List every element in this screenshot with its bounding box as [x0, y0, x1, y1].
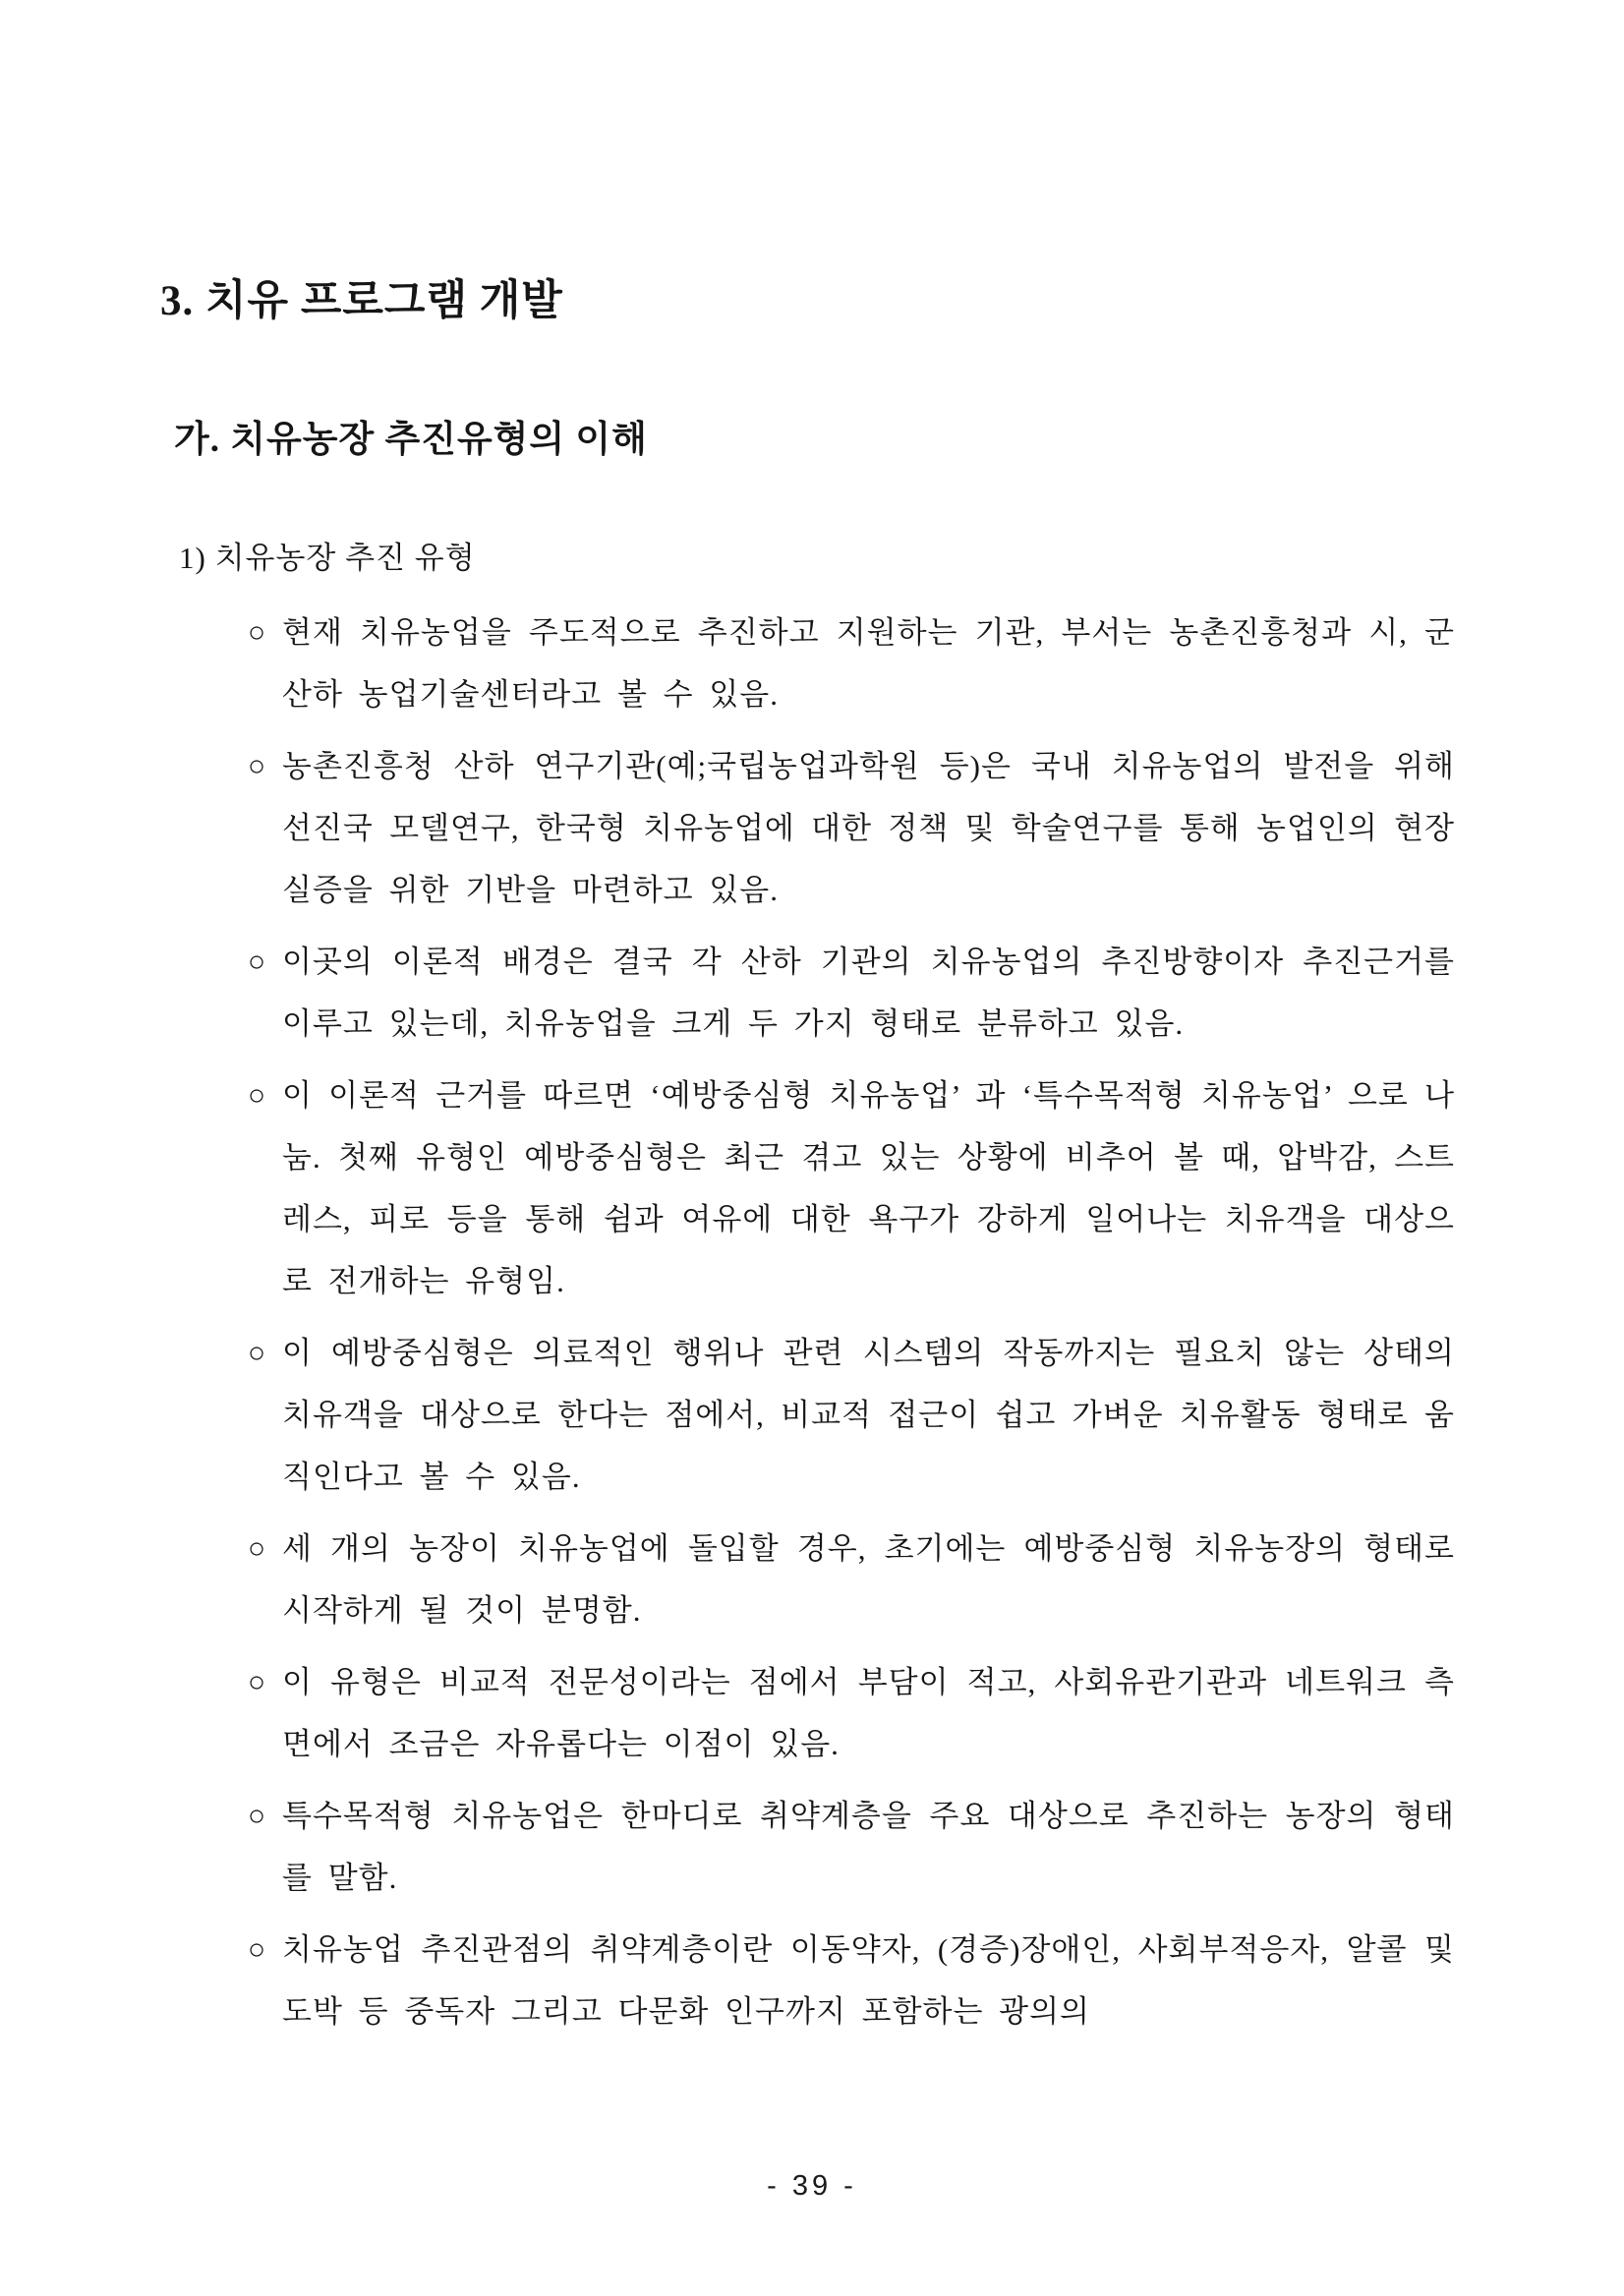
bullet-text: 이 유형은 비교적 전문성이라는 점에서 부담이 적고, 사회유관기관과 네트워크 측면에서 조금은 자유롭다는 이점이 있음.: [282, 1665, 1455, 1762]
circle-bullet-icon: ○: [248, 1079, 266, 1113]
circle-bullet-icon: ○: [248, 1933, 266, 1967]
circle-bullet-icon: ○: [248, 1666, 266, 1699]
circle-bullet-icon: ○: [248, 616, 266, 650]
bullet-text: 이 이론적 근거를 따르면 ‘예방중심형 치유농업’ 과 ‘특수목적형 치유농업’ 으로 나눔. 첫째 유형인 예방중심형은 최근 겪고 있는 상황에 비추어 볼 때, 압박감, 스트레스, 피로 등을 통해 쉼과 여유에 대한 욕구가 강하게 일어나는 치유객을 대상으로 전개하는 유형임.: [282, 1078, 1455, 1299]
bullet-text: 이곳의 이론적 배경은 결국 각 산하 기관의 치유농업의 추진방향이자 추진근거를 이루고 있는데, 치유농업을 크게 두 가지 형태로 분류하고 있음.: [282, 945, 1455, 1042]
page-number: - 39 -: [767, 2170, 857, 2202]
bullet-text: 치유농업 추진관점의 취약계층이란 이동약자, (경증)장애인, 사회부적응자, 알콜 및 도박 등 중독자 그리고 다문화 인구까지 포함하는 광의의: [282, 1932, 1455, 2030]
circle-bullet-icon: ○: [248, 1532, 266, 1566]
list-item: [248, 1518, 1455, 1641]
bullet-text: 농촌진흥청 산하 연구기관(예;국립농업과학원 등)은 국내 치유농업의 발전을 위해 선진국 모델연구, 한국형 치유농업에 대한 정책 및 학술연구를 통해 농업인의 현장실증을 위한 기반을 마련하고 있음.: [282, 749, 1455, 908]
bullet-list: [248, 602, 1455, 2042]
list-item: [248, 1322, 1455, 1508]
subsection-heading: 1) 치유농장 추진 유형: [179, 540, 476, 575]
bullet-text: 세 개의 농장이 치유농업에 돌입할 경우, 초기에는 예방중심형 치유농장의 형태로 시작하게 될 것이 분명함.: [282, 1531, 1455, 1629]
list-item: [248, 1785, 1455, 1909]
bullet-text: 현재 치유농업을 주도적으로 추진하고 지원하는 기관, 부서는 농촌진흥청과 시, 군 산하 농업기술센터라고 볼 수 있음.: [282, 615, 1455, 713]
list-item: [248, 735, 1455, 921]
list-item: [248, 1919, 1455, 2042]
list-item: [248, 602, 1455, 725]
section-heading: 가. 치유농장 추진유형의 이해: [174, 420, 648, 461]
circle-bullet-icon: ○: [248, 946, 266, 979]
circle-bullet-icon: ○: [248, 1337, 266, 1370]
circle-bullet-icon: ○: [248, 1800, 266, 1833]
circle-bullet-icon: ○: [248, 750, 266, 783]
page-title: 3. 치유 프로그램 개발: [160, 278, 563, 324]
list-item: [248, 1651, 1455, 1775]
bullet-text: 특수목적형 치유농업은 한마디로 취약계층을 주요 대상으로 추진하는 농장의 형태를 말함.: [282, 1799, 1455, 1896]
list-item: [248, 1064, 1455, 1312]
bullet-text: 이 예방중심형은 의료적인 행위나 관련 시스템의 작동까지는 필요치 않는 상태의 치유객을 대상으로 한다는 점에서, 비교적 접근이 쉽고 가벼운 치유활동 형태로 움직인다고 볼 수 있음.: [282, 1336, 1455, 1495]
list-item: [248, 931, 1455, 1055]
